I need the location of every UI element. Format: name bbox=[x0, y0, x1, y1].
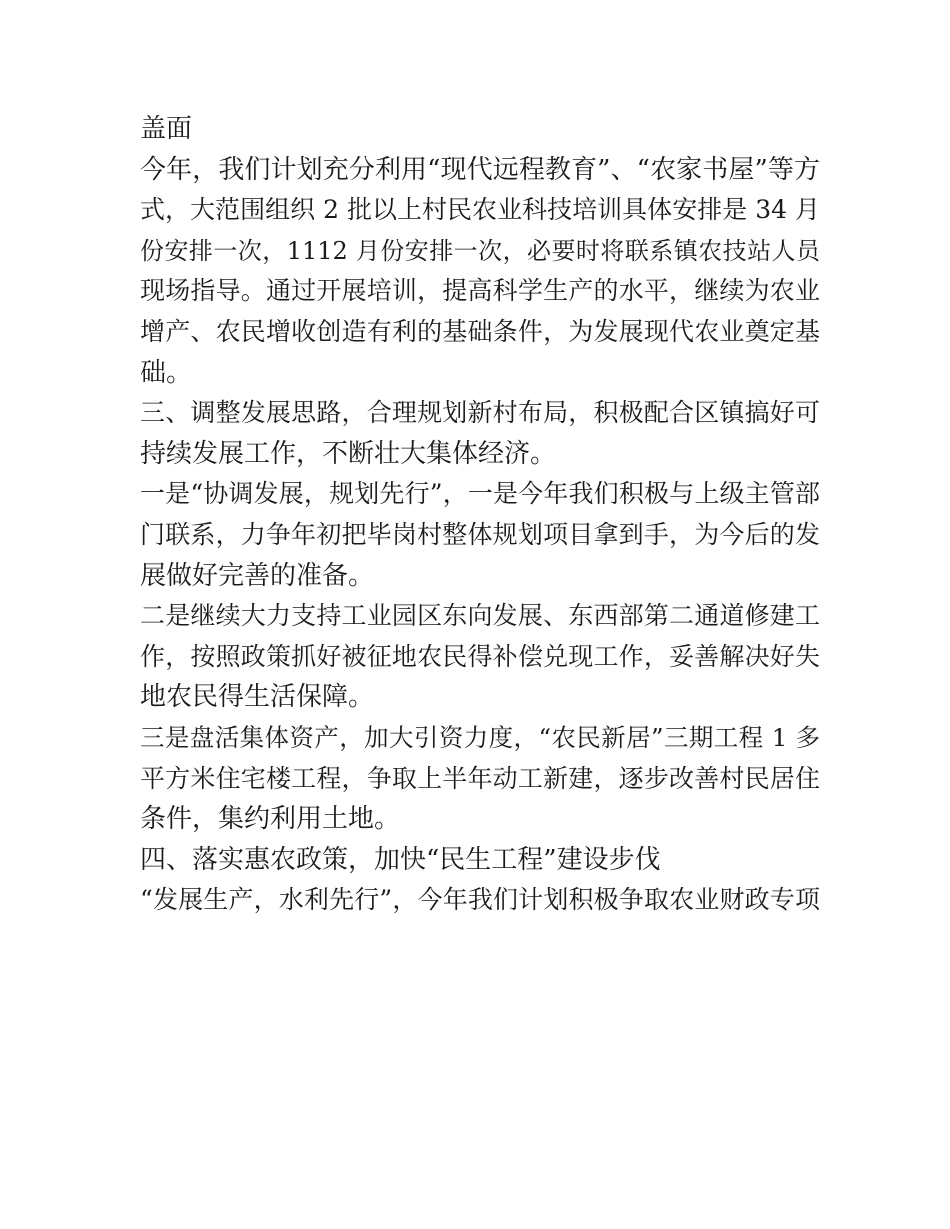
text-line: 作，按照政策抓好被征地农民得补偿兑现工作，妥善解决好失 bbox=[140, 641, 820, 671]
section-heading: 持续发展工作，不断壮大集体经济。 bbox=[140, 438, 557, 469]
text-line: 三是盘活集体资产，加大引资力度，“农民新居”三期工程 1 多 bbox=[140, 722, 820, 752]
section-heading: 三、调整发展思路，合理规划新村布局，积极配合区镇搞好可 bbox=[140, 398, 820, 428]
text-line: 增产、农民增收创造有利的基础条件，为发展现代农业奠定基 bbox=[140, 316, 820, 346]
document-body bbox=[140, 109, 820, 921]
text-line: “发展生产，水利先行”，今年我们计划积极争取农业财政专项 bbox=[140, 885, 820, 915]
text-line: 地农民得生活保障。 bbox=[140, 682, 375, 713]
section-heading: 四、落实惠农政策，加快“民生工程”建设步伐 bbox=[140, 844, 661, 875]
text-line: 础。 bbox=[140, 357, 193, 388]
text-line: 条件，集约利用土地。 bbox=[140, 804, 401, 835]
text-line: 门联系，力争年初把毕岗村整体规划项目拿到手，为今后的发 bbox=[140, 519, 820, 549]
text-line: 二是继续大力支持工业园区东向发展、东西部第二通道修建工 bbox=[140, 601, 820, 631]
text-line: 盖面 bbox=[140, 114, 193, 144]
text-line: 份安排一次，1112 月份安排一次，必要时将联系镇农技站人员 bbox=[140, 236, 820, 265]
text-line: 一是“协调发展，规划先行”，一是今年我们积极与上级主管部 bbox=[140, 479, 820, 509]
text-line: 今年，我们计划充分利用“现代远程教育”、“农家书屋”等方 bbox=[140, 154, 820, 185]
text-line: 展做好完善的准备。 bbox=[140, 560, 375, 591]
text-line: 式，大范围组织 2 批以上村民农业科技培训具体安排是 34 月 bbox=[140, 195, 820, 225]
text-line: 现场指导。通过开展培训，提高科学生产的水平，继续为农业 bbox=[140, 276, 820, 306]
text-line: 平方米住宅楼工程，争取上半年动工新建，逐步改善村民居住 bbox=[140, 763, 820, 793]
